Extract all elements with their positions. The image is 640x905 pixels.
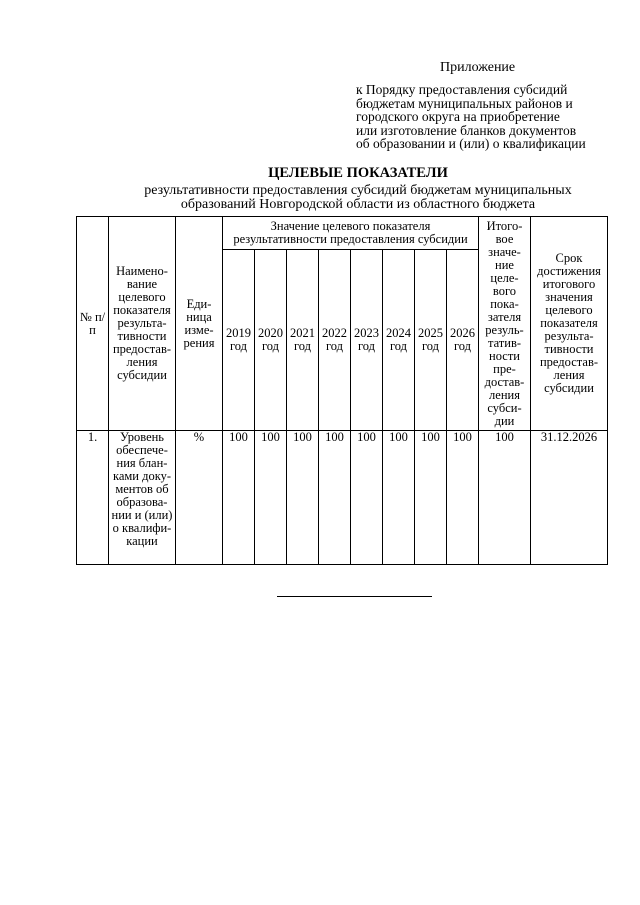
header-year: 2023 год xyxy=(351,250,383,431)
appendix-line: или изготовление бланков документов xyxy=(356,122,577,138)
appendix-line: к Порядку предоставления субсидий xyxy=(356,82,568,97)
header-year: 2022 год xyxy=(319,250,351,431)
appendix-line: городского округа на приобретение xyxy=(356,109,560,124)
appendix-title: Приложение xyxy=(440,60,516,75)
table-row xyxy=(77,431,608,565)
row-year-value: 100 xyxy=(319,431,351,565)
row-total: 100 xyxy=(479,431,531,565)
header-indicator-name: Наимено-вание целевого показателя результа-тивности предостав-ления субсидии xyxy=(109,217,176,431)
appendix-line: бюджетам муниципальных районов и xyxy=(356,95,573,111)
appendix-line: об образовании и (или) о квалификации xyxy=(356,136,586,151)
table-header-row xyxy=(77,217,608,250)
document-title: ЦЕЛЕВЫЕ ПОКАЗАТЕЛИ xyxy=(268,165,448,181)
header-year: 2021 год xyxy=(287,250,319,431)
row-year-value: 100 xyxy=(255,431,287,565)
row-indicator-name: Уровень обеспече-ния блан-ками доку-ментов об образова-нии и (или) о квалифи-кации xyxy=(109,431,176,565)
header-year: 2019 год xyxy=(223,250,255,431)
row-year-value: 100 xyxy=(383,431,415,565)
indicators-table xyxy=(76,216,608,565)
row-year-value: 100 xyxy=(223,431,255,565)
header-deadline: Срок достижения итогового значения целевого показателя результа-тивности предостав-ления субсидии xyxy=(531,217,608,431)
row-year-value: 100 xyxy=(447,431,479,565)
document-subtitle xyxy=(0,184,640,212)
header-year: 2026 год xyxy=(447,250,479,431)
row-year-value: 100 xyxy=(287,431,319,565)
header-year: 2020 год xyxy=(255,250,287,431)
header-total: Итого-вое значе-ние целе-вого пока-зателя резуль-татив-ности пре-достав-ления субси-дии xyxy=(479,217,531,431)
row-unit: % xyxy=(176,431,223,565)
subtitle-line: результативности предоставления субсидий бюджетам муниципальных xyxy=(144,183,572,198)
closing-divider xyxy=(277,596,432,597)
subtitle-line: образований Новгородской области из областного бюджета xyxy=(180,197,536,212)
row-year-value: 100 xyxy=(351,431,383,565)
header-value-group: Значение целевого показателя результативности предоставления субсидии xyxy=(223,217,479,250)
header-unit: Еди-ница изме-рения xyxy=(176,217,223,431)
header-number: № п/п xyxy=(77,217,109,431)
row-year-value: 100 xyxy=(415,431,447,565)
row-number: 1. xyxy=(77,431,109,565)
header-year: 2024 год xyxy=(383,250,415,431)
header-year: 2025 год xyxy=(415,250,447,431)
row-deadline: 31.12.2026 xyxy=(531,431,608,565)
appendix-reference xyxy=(356,83,616,151)
